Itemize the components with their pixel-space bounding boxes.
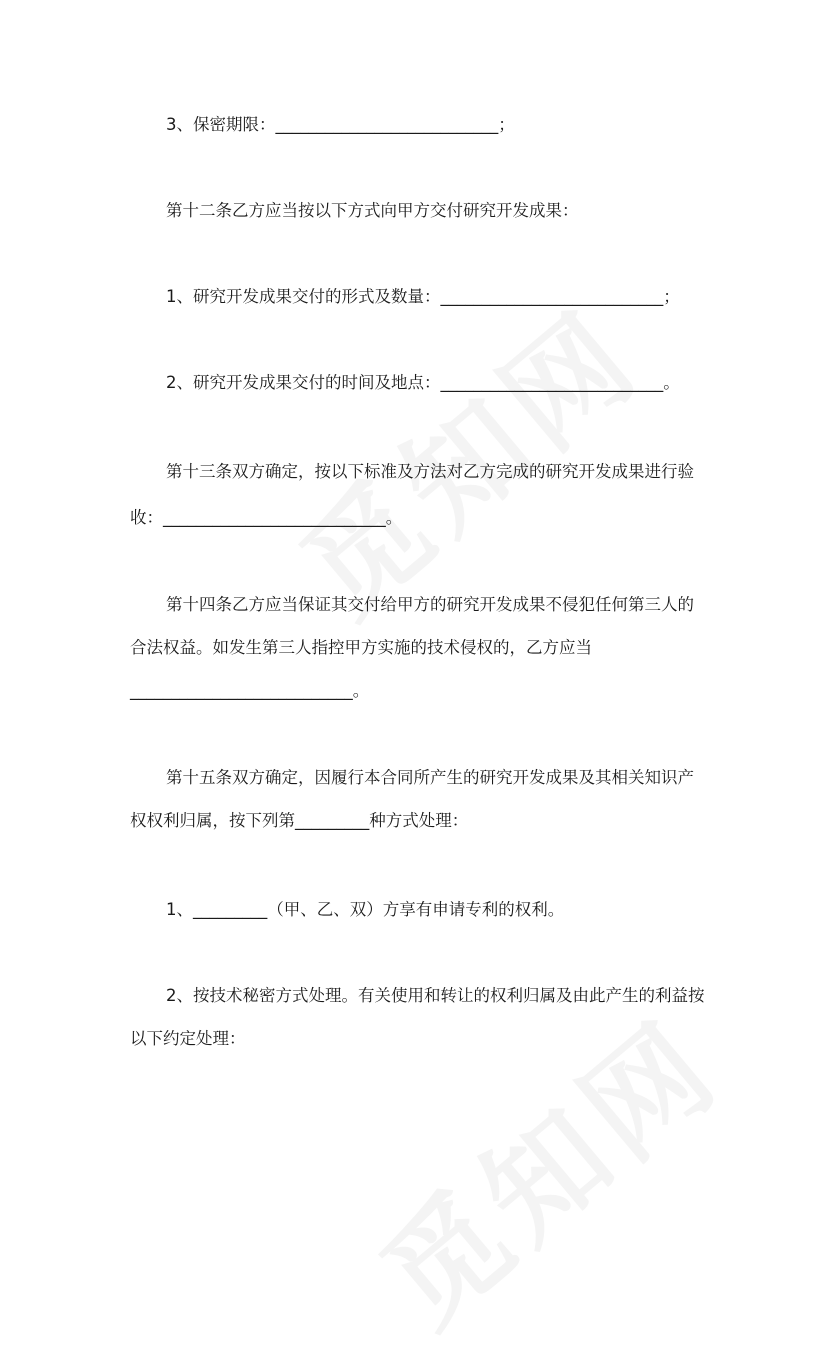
clause-line: 合法权益。如发生第三人指控甲方实施的技术侵权的，乙方应当 — [130, 638, 592, 657]
clause-heading: 第十二条乙方应当按以下方式向甲方交付研究开发成果： — [166, 201, 579, 220]
clause-heading: 第十四条乙方应当保证其交付给甲方的研究开发成果不侵犯任何第三人的 — [166, 595, 694, 614]
clause-line: 2、研究开发成果交付的时间及地点：___________________________。 — [166, 373, 680, 392]
clause-heading: 第十三条双方确定，按以下标准及方法对乙方完成的研究开发成果进行验 — [166, 462, 694, 481]
clause-heading: 第十五条双方确定，因履行本合同所产生的研究开发成果及其相关知识产 — [166, 768, 694, 787]
clause-line: 1、_________（甲、乙、双）方享有申请专利的权利。 — [166, 900, 565, 919]
clause-line: 以下约定处理： — [130, 1029, 246, 1048]
watermark — [260, 265, 669, 647]
watermark — [340, 975, 749, 1357]
clause-line: 2、按技术秘密方式处理。有关使用和转让的权利归属及由此产生的利益按 — [166, 986, 705, 1005]
clause-line: 收：___________________________。 — [130, 508, 403, 527]
clause-line: 1、研究开发成果交付的形式及数量：___________________________； — [166, 287, 680, 306]
clause-line: ___________________________。 — [130, 681, 370, 700]
clause-line: 3、保密期限：___________________________； — [166, 115, 515, 134]
clause-line: 权权利归属，按下列第_________种方式处理： — [130, 811, 469, 830]
